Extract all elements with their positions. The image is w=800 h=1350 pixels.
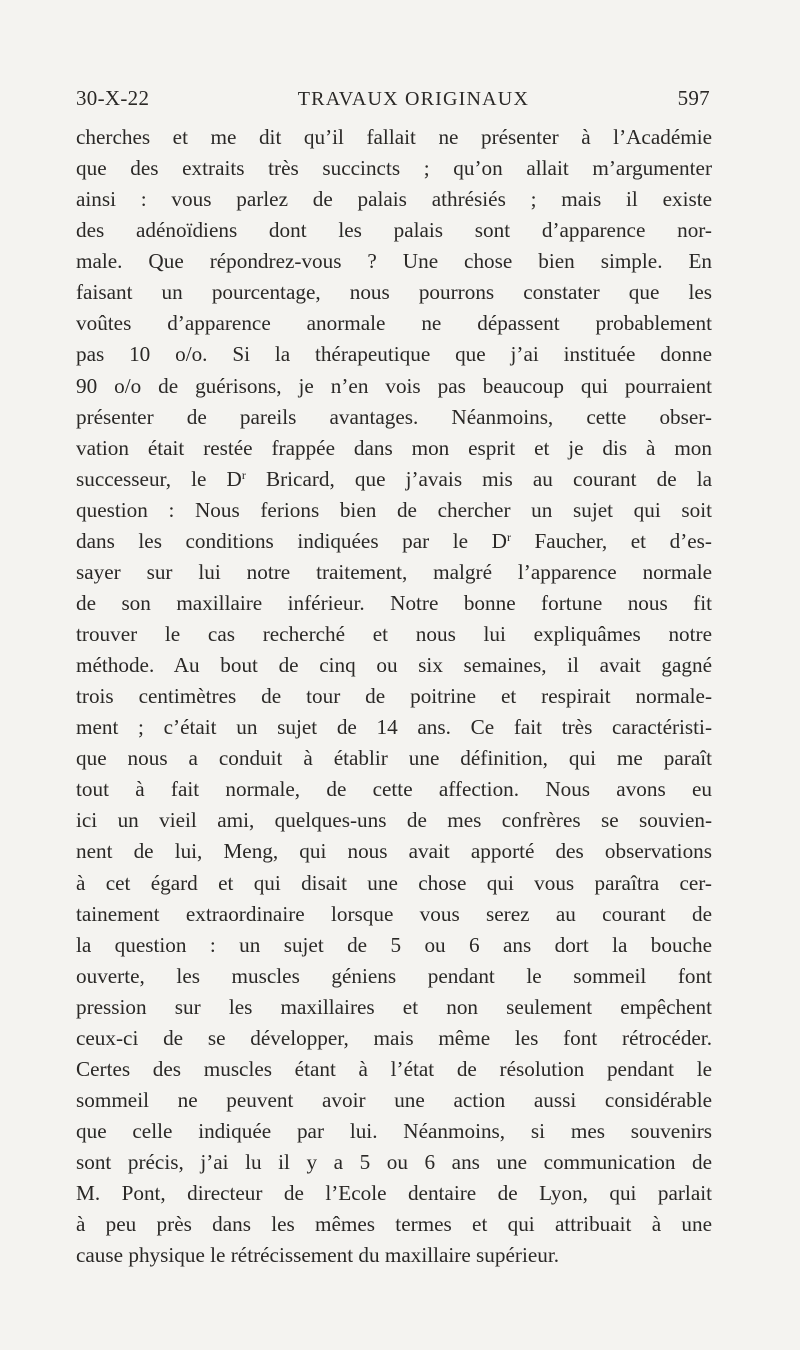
page-number: 597: [677, 86, 710, 110]
text-line: à cet égard et qui disait une chose qui vous paraîtra cer-: [76, 870, 712, 895]
text-line: faisant un pourcentage, nous pourrons constater que les: [76, 280, 712, 305]
header-title: TRAVAUX ORIGINAUX: [297, 88, 530, 110]
text-line: dans les conditions indiquées par le $D^r$ Faucher, et d’es-: [76, 528, 712, 553]
text-line: nent de lui, Meng, qui nous avait apporté des observations: [76, 839, 712, 864]
text-line: cherches et me dit qu’il fallait ne présenter à l’Académie: [76, 125, 712, 149]
text-line: 90 o/o de guérisons, je n’en vois pas beaucoup qui pourraient: [76, 373, 712, 398]
text-line: Certes des muscles étant à l’état de résolution pendant le: [76, 1056, 712, 1081]
text-line: la question : un sujet de 5 ou 6 ans dort la bouche: [76, 932, 712, 957]
text-line: trouver le cas recherché et nous lui expliquâmes notre: [76, 622, 712, 646]
text-line: sommeil ne peuvent avoir une action aussi considérable: [76, 1087, 712, 1112]
text-line: que celle indiquée par lui. Néanmoins, si mes souvenirs: [76, 1119, 712, 1143]
text-line: ainsi : vous parlez de palais athrésiés ; mais il existe: [76, 187, 712, 212]
text-line: tainement extraordinaire lorsque vous serez au courant de: [76, 901, 712, 926]
text-line: ici un vieil ami, quelques-uns de mes confrères se souvien-: [76, 808, 712, 833]
text-line: sayer sur lui notre traitement, malgré l’apparence normale: [76, 559, 712, 584]
text-line: male. Que répondrez-vous ? Une chose bien simple. En: [76, 249, 712, 274]
text-line: trois centimètres de tour de poitrine et respirait normale-: [76, 684, 712, 709]
text-line: présenter de pareils avantages. Néanmoins, cette obser-: [76, 404, 712, 429]
text-line: sont précis, j’ai lu il y a 5 ou 6 ans une communication de: [76, 1150, 712, 1175]
text-line: vation était restée frappée dans mon esprit et je dis à mon: [76, 435, 712, 460]
body-text: [76, 122, 712, 1271]
text-line: méthode. Au bout de cinq ou six semaines, il avait gagné: [76, 653, 712, 678]
text-line: cause physique le rétrécissement du maxillaire supérieur.: [76, 1243, 560, 1268]
text-line: de son maxillaire inférieur. Notre bonne fortune nous fit: [76, 590, 712, 615]
text-line: question : Nous ferions bien de chercher un sujet qui soit: [76, 497, 712, 522]
text-line: pas 10 o/o. Si la thérapeutique que j’ai instituée donne: [76, 342, 712, 367]
text-line: à peu près dans les mêmes termes et qui attribuait à une: [76, 1212, 712, 1237]
text-line: que des extraits très succincts ; qu’on allait m’argumenter: [76, 156, 712, 181]
text-line: tout à fait normale, de cette affection. Nous avons eu: [76, 777, 712, 802]
text-line: successeur, le $D^r$ Bricard, que j’avais mis au courant de la: [76, 466, 712, 491]
text-line: des adénoïdiens dont les palais sont d’apparence nor-: [76, 218, 712, 243]
running-head: [76, 86, 710, 118]
text-line: M. Pont, directeur de l’Ecole dentaire de Lyon, qui parlait: [76, 1181, 712, 1206]
header-date: 30-X-22: [76, 86, 150, 110]
text-line: ceux-ci de se développer, mais même les font rétrocéder.: [76, 1025, 712, 1050]
text-line: ouverte, les muscles géniens pendant le sommeil font: [76, 963, 712, 988]
text-line: voûtes d’apparence anormale ne dépassent probablement: [76, 311, 712, 336]
text-line: pression sur les maxillaires et non seulement empêchent: [76, 994, 712, 1019]
text-line: ment ; c’était un sujet de 14 ans. Ce fait très caractéristi-: [76, 715, 712, 740]
text-line: que nous a conduit à établir une définition, qui me paraît: [76, 746, 712, 771]
